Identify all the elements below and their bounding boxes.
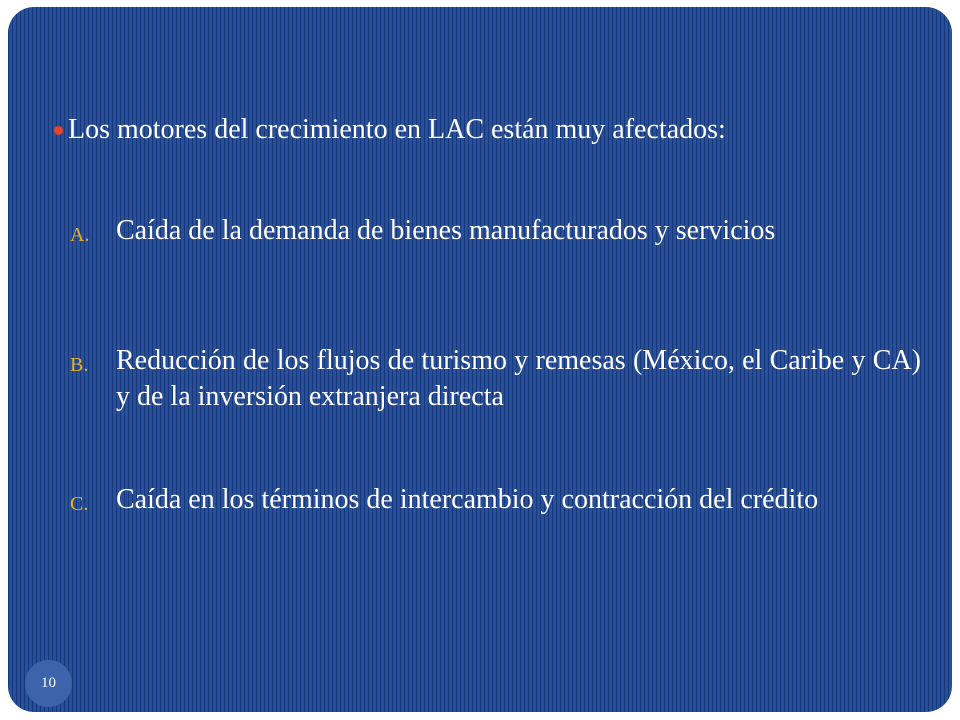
list-item-b (70, 343, 930, 415)
list-item-text: Reducción de los flujos de turismo y remesas (México, el Caribe y CA) y de la inversión extranjera directa (116, 345, 921, 412)
list-item-a (70, 213, 930, 253)
list-marker: A. (70, 224, 90, 246)
page-number-badge (25, 660, 72, 707)
slide (8, 7, 952, 712)
headline-text: Los motores del crecimiento en LAC están muy afectados: (68, 114, 726, 145)
bullet-dot-icon (54, 126, 63, 135)
list-item-c (70, 482, 930, 522)
list-marker: B. (70, 354, 89, 376)
list-marker: C. (70, 493, 89, 515)
list-item-text: Caída en los términos de intercambio y contracción del crédito (116, 484, 819, 515)
page-number: 10 (41, 675, 56, 691)
slide-headline (54, 110, 914, 150)
list-item-text: Caída de la demanda de bienes manufacturados y servicios (116, 215, 776, 246)
